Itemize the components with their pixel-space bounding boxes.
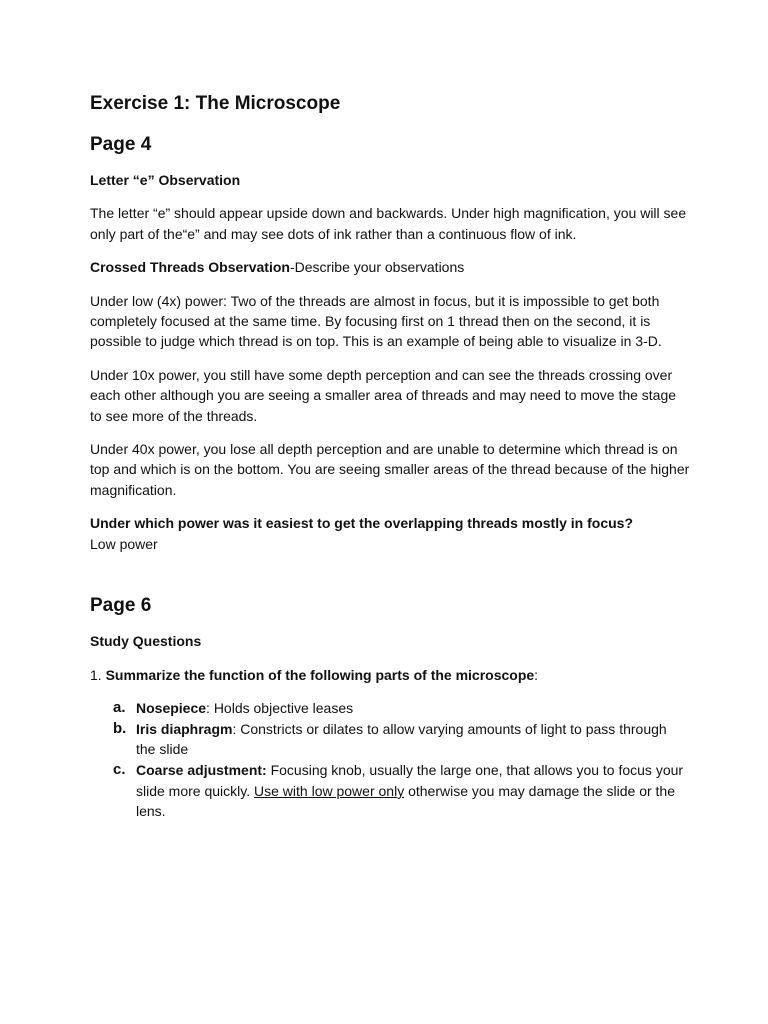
question-1-number: 1. xyxy=(90,666,102,683)
part-description: : Holds objective leases xyxy=(206,699,354,716)
page-4-heading: Page 4 xyxy=(90,134,152,155)
part-term: Coarse adjustment: xyxy=(136,762,267,779)
focus-question: Under which power was it easiest to get the overlapping threads mostly in focus? xyxy=(90,515,633,532)
letter-e-text: The letter “e” should appear upside down and backwards. Under high magnification, you will see only part of the“e” and may see dots of ink rather than a continuous flow of ink. xyxy=(90,205,687,242)
study-questions-heading: Study Questions xyxy=(90,633,202,650)
list-item xyxy=(90,698,690,719)
part-term: Iris diaphragm xyxy=(136,720,233,737)
question-1-colon: : xyxy=(534,666,539,683)
part-description: : Constricts or dilates to allow varying amounts of light to pass through the slide xyxy=(136,720,667,758)
document-content xyxy=(90,92,690,822)
low-power-observation: Under low (4x) power: Two of the threads are almost in focus, but it is impossible to get both completely focused at the same time. By focusing first on 1 thread then on the second, it is possible to judge which thread is on top. This is an example of being able to visualize in 3-D. xyxy=(90,292,662,350)
focus-question-block xyxy=(90,513,690,554)
forty-x-observation: Under 40x power, you lose all depth perception and are unable to determine which thread is on top and which is on the bottom. You are seeing smaller areas of the thread because of the higher magnification. xyxy=(90,441,690,498)
underlined-note: Use with low power only xyxy=(254,782,405,799)
crossed-threads-title: Crossed Threads Observation xyxy=(90,259,290,276)
part-term: Nosepiece xyxy=(136,699,207,716)
list-marker: a. xyxy=(113,698,126,716)
focus-answer: Low power xyxy=(90,535,158,552)
list-item xyxy=(90,760,690,822)
crossed-threads-prompt: -Describe your observations xyxy=(289,259,465,276)
crossed-threads-heading xyxy=(90,257,690,277)
list-marker: b. xyxy=(113,719,127,737)
question-1-text: Summarize the function of the following parts of the microscope xyxy=(105,666,535,683)
microscope-parts-list xyxy=(90,698,690,822)
list-item xyxy=(90,719,690,760)
list-marker: c. xyxy=(113,761,126,779)
part-description-end: otherwise you may damage the slide or the lens. xyxy=(136,782,675,820)
letter-e-heading: Letter “e” Observation xyxy=(90,172,241,188)
page-6-heading: Page 6 xyxy=(90,595,152,617)
ten-x-observation: Under 10x power, you still have some depth perception and can see the threads crossing over each other although you are seeing a smaller area of threads and may need to move the stage to see more of the threads. xyxy=(90,366,677,424)
question-1 xyxy=(90,665,690,685)
part-description: Focusing knob, usually the large one, that allows you to focus your slide more quickly. xyxy=(136,762,684,799)
document-title: Exercise 1: The Microscope xyxy=(90,93,341,114)
